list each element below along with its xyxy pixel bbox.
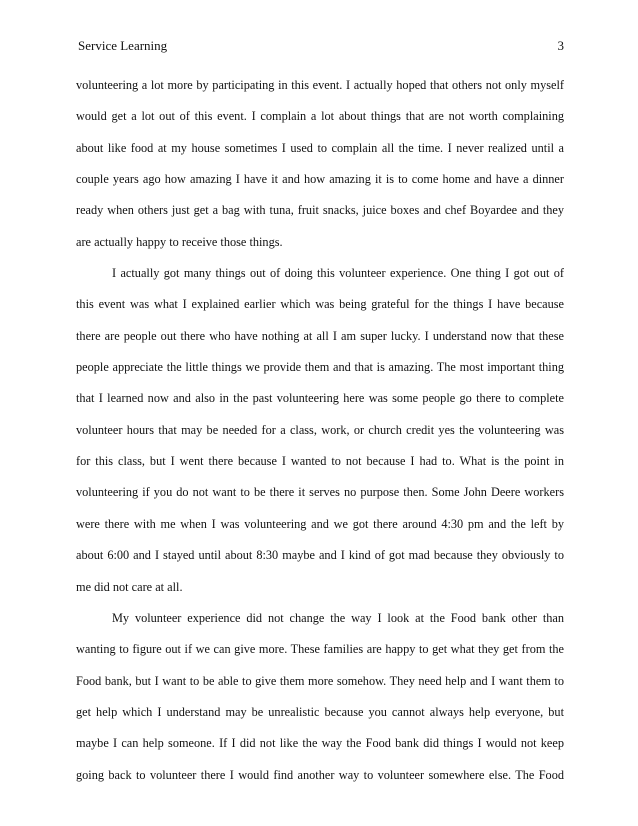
page-number: 3 xyxy=(557,38,564,53)
text-line: for this class, but I went there because I wanted to not because I had to. What is the point in xyxy=(76,454,564,469)
text-line: ready when others just get a bag with tuna, fruit snacks, juice boxes and chef Boyardee and they xyxy=(76,203,564,218)
text-line: get help which I understand may be unrealistic because you cannot always help everyone, but xyxy=(76,704,564,719)
text-line: I actually got many things out of doing this volunteer experience. One thing I got out of xyxy=(112,266,564,281)
text-line: volunteering a lot more by participating in this event. I actually hoped that others not only myself xyxy=(76,78,564,92)
text-line: that I learned now and also in the past volunteering here was some people go there to complete xyxy=(76,391,564,406)
text-line: people appreciate the little things we provide them and that is amazing. The most important thing xyxy=(76,360,564,375)
text-line: would get a lot out of this event. I complain a lot about things that are not worth complaining xyxy=(76,109,564,124)
text-line: Food bank, but I want to be able to give them more somehow. They need help and I want them to xyxy=(76,673,564,688)
page-header xyxy=(78,36,564,56)
body-text xyxy=(76,70,564,791)
text-line: wanting to figure out if we can give more. These families are happy to get what they get from the xyxy=(76,642,564,657)
text-line: couple years ago how amazing I have it and how amazing it is to come home and have a dinner xyxy=(76,172,564,187)
running-head: Service Learning xyxy=(78,38,168,53)
text-line: there are people out there who have nothing at all I am super lucky. I understand now that these xyxy=(76,328,564,343)
text-line: this event was what I explained earlier which was being grateful for the things I have because xyxy=(76,297,564,312)
text-line: are actually happy to receive those things. xyxy=(76,234,283,249)
text-line: about 6:00 and I stayed until about 8:30 maybe and I kind of got mad because they obviously to xyxy=(76,548,564,563)
text-line: volunteering if you do not want to be there it serves no purpose then. Some John Deere workers xyxy=(76,485,564,500)
text-line: going back to volunteer there I would find another way to volunteer somewhere else. The Food xyxy=(76,767,564,782)
text-line: me did not care at all. xyxy=(76,579,183,594)
text-line: about like food at my house sometimes I used to complain all the time. I never realized until a xyxy=(76,140,564,155)
text-line: volunteer hours that may be needed for a class, work, or church credit yes the volunteering was xyxy=(76,422,564,437)
text-line: My volunteer experience did not change the way I look at the Food bank other than xyxy=(112,610,564,625)
text-line: were there with me when I was volunteering and we got there around 4:30 pm and the left by xyxy=(76,516,564,531)
text-line: maybe I can help someone. If I did not like the way the Food bank did things I would not keep xyxy=(76,736,564,751)
